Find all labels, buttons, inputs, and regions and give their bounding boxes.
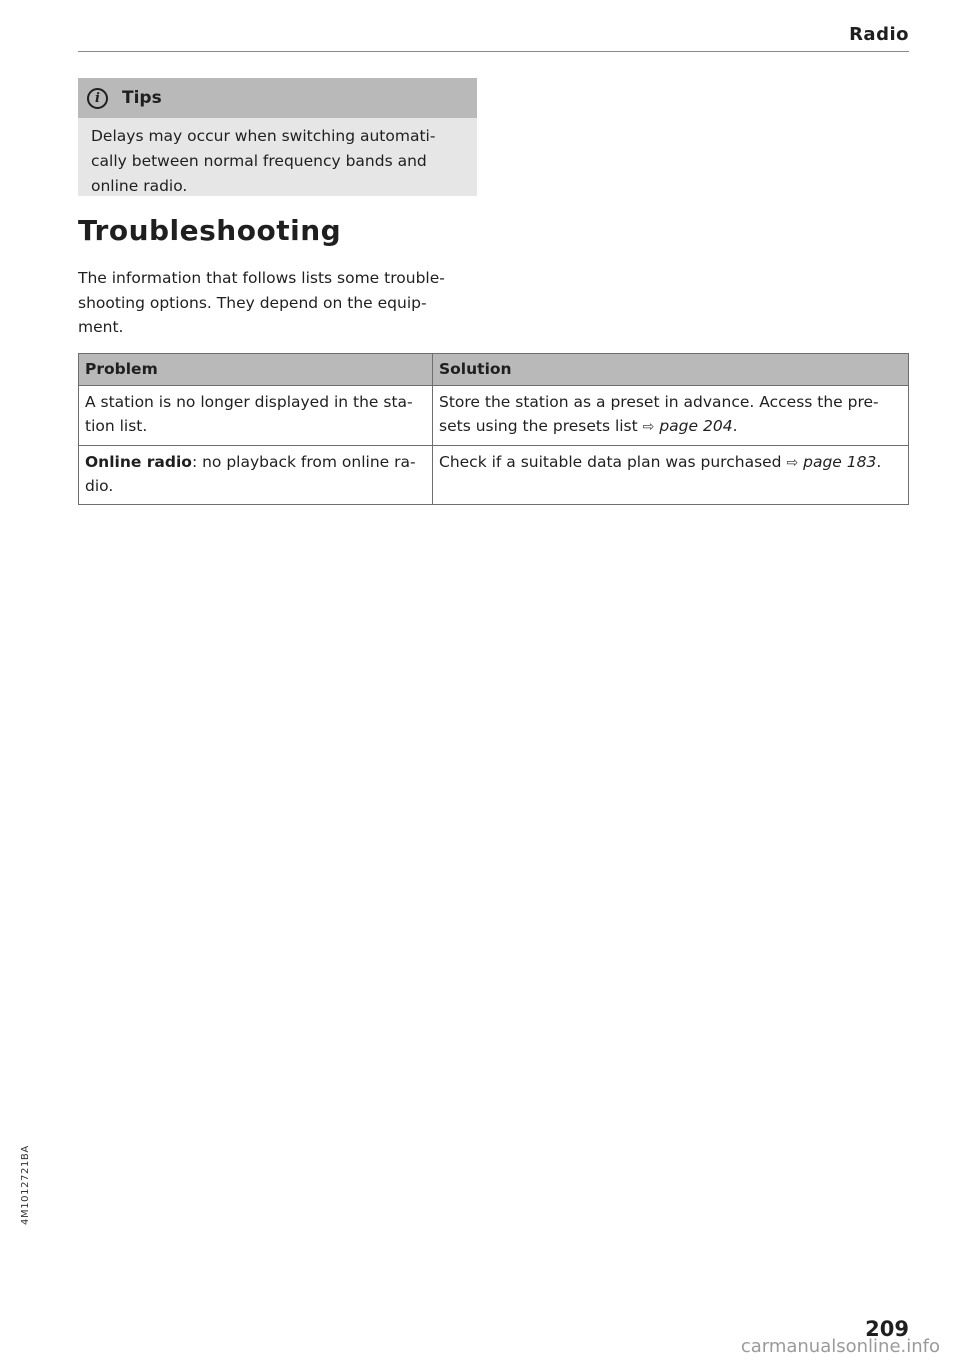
solution-text: sets using the presets list	[439, 417, 643, 435]
problem-cell	[79, 445, 433, 504]
header-solution: Solution	[433, 354, 909, 386]
punctuation: .	[732, 417, 738, 435]
problem-text: : no playback from online ra-	[191, 452, 416, 471]
tips-box	[78, 78, 477, 196]
solution-line: Store the station as a preset in advance. Access the pre-	[439, 392, 879, 411]
problem-keyword: Online radio	[85, 452, 192, 471]
section-title: Radio	[849, 24, 909, 45]
troubleshooting-table	[78, 353, 909, 505]
tips-header	[78, 78, 477, 118]
arrow-icon: ⇨	[642, 419, 655, 435]
tips-line: Delays may occur when switching automati-	[91, 127, 436, 145]
solution-line	[439, 450, 902, 476]
solution-text: Check if a suitable data plan was purchased	[439, 452, 787, 471]
solution-cell	[433, 445, 909, 504]
solution-cell	[433, 385, 909, 445]
intro-line: shooting options. They depend on the equip-	[78, 293, 427, 312]
header-problem: Problem	[79, 354, 433, 386]
page-reference-link[interactable]: page 183	[803, 452, 877, 471]
problem-line: dio.	[85, 477, 114, 495]
intro-paragraph	[78, 266, 445, 340]
table-row	[79, 385, 909, 445]
intro-line: ment.	[78, 318, 124, 336]
arrow-icon: ⇨	[786, 454, 799, 471]
problem-line: tion list.	[85, 417, 148, 435]
table-row	[79, 445, 909, 504]
problem-line: A station is no longer displayed in the sta-	[85, 392, 413, 411]
watermark: carmanualsonline.info	[740, 1336, 940, 1357]
tips-line: online radio.	[91, 177, 188, 195]
problem-line	[85, 450, 426, 475]
problem-cell	[79, 385, 433, 445]
tips-line: cally between normal frequency bands and	[91, 152, 427, 170]
info-icon: i	[87, 88, 108, 109]
intro-line: The information that follows lists some trouble-	[78, 269, 445, 287]
page-heading: Troubleshooting	[78, 214, 342, 247]
punctuation: .	[876, 452, 882, 471]
tips-label: Tips	[122, 88, 162, 108]
solution-line	[439, 414, 902, 440]
document-code: 4M1012721BA	[20, 1145, 31, 1225]
page-number: 209	[865, 1317, 909, 1341]
table-header-row	[79, 354, 909, 386]
page-reference-link[interactable]: page 204	[659, 417, 733, 435]
header-rule	[78, 51, 909, 52]
tips-text	[78, 118, 477, 199]
